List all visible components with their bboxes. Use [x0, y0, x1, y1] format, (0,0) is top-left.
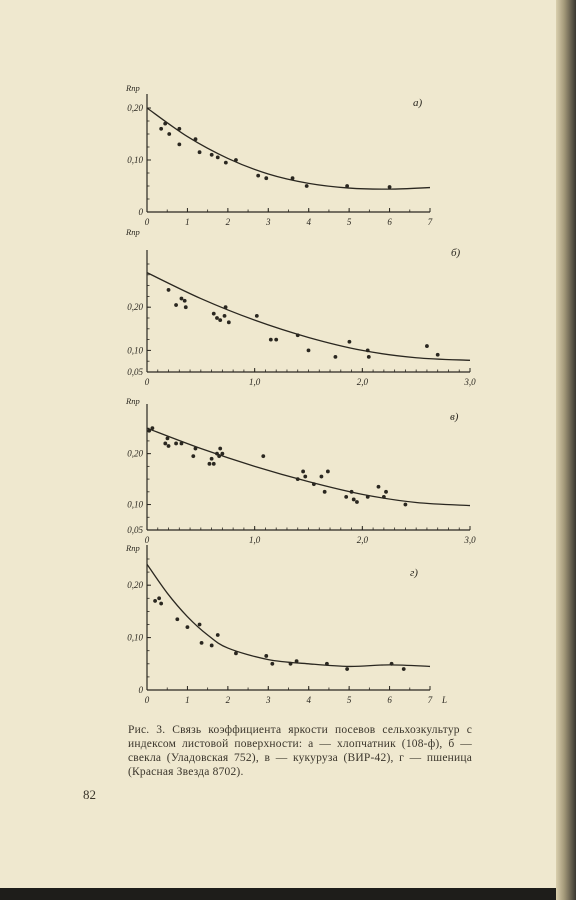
y-tick-label: 0,10 [127, 499, 143, 510]
x-tick-label: 2 [225, 217, 231, 227]
x-tick-label: 1 [185, 217, 190, 227]
x-tick-label: 0 [144, 695, 150, 705]
data-point [177, 127, 181, 131]
fit-curve [147, 428, 470, 505]
data-point [264, 176, 268, 180]
y-tick-label: 0,10 [127, 632, 143, 643]
data-point [167, 288, 171, 292]
data-point [210, 153, 214, 157]
data-point [261, 454, 265, 458]
x-tick-label: 2 [225, 695, 231, 705]
x-tick-label: 7 [427, 695, 433, 705]
data-point [425, 344, 429, 348]
data-point [180, 442, 184, 446]
x-tick-label: 2,0 [356, 535, 368, 545]
data-point [296, 333, 300, 337]
data-point [323, 490, 327, 494]
data-point [210, 644, 214, 648]
data-point [200, 641, 204, 645]
data-point [404, 503, 408, 507]
figure-caption: Рис. 3. Связь коэффициента яркости посевов сельхозкультур с индексом листовой поверхности: а — хлопчатник (108-ф), б — свекла (Уладовская 752), в — кукуруза (ВИР-42), г — пшеница (Красная Звезда 8702). [128, 724, 472, 778]
y-tick-label: 0 [138, 685, 143, 695]
panel-label: б) [451, 247, 461, 259]
data-point [234, 651, 238, 655]
data-point [344, 495, 348, 499]
data-point [159, 127, 163, 131]
data-point [212, 462, 216, 466]
data-point [436, 353, 440, 357]
data-point [291, 176, 295, 180]
chart-panel-3 [125, 396, 476, 545]
data-point [174, 303, 178, 307]
panel-label: а) [413, 97, 423, 109]
fit-curve [147, 564, 430, 666]
book-spine [556, 0, 576, 900]
data-point [301, 470, 305, 474]
data-point [224, 161, 228, 165]
data-point [256, 174, 260, 178]
data-point [289, 662, 293, 666]
data-point [366, 349, 370, 353]
data-point [186, 625, 190, 629]
data-point [177, 143, 181, 147]
data-point [210, 457, 214, 461]
data-point [147, 429, 151, 433]
chart-panel-4 [125, 543, 447, 705]
x-axis-title: L [442, 695, 448, 705]
x-tick-label: 3 [266, 695, 271, 705]
x-tick-label: 6 [387, 695, 392, 705]
data-point [269, 338, 273, 342]
data-point [184, 305, 188, 309]
x-tick-label: 3,0 [464, 535, 476, 545]
data-point [216, 633, 220, 637]
data-point [270, 662, 274, 666]
x-tick-label: 1,0 [249, 535, 261, 545]
x-tick-label: 3 [266, 217, 271, 227]
chart-panel-2 [125, 227, 476, 387]
data-point [194, 137, 198, 141]
y-tick-label: 0,10 [127, 345, 143, 356]
x-tick-label: 7 [427, 217, 433, 227]
data-point [180, 297, 184, 301]
y-tick-label: 0,20 [127, 302, 143, 313]
y-tick-label: 0,20 [127, 580, 143, 591]
data-point [296, 477, 300, 481]
data-point [175, 617, 179, 621]
data-point [227, 320, 231, 324]
data-point [183, 299, 187, 303]
panel-label: в) [450, 411, 459, 423]
data-point [224, 305, 228, 309]
data-point [194, 447, 198, 451]
data-point [216, 156, 220, 160]
data-point [208, 462, 212, 466]
x-tick-label: 3,0 [464, 377, 476, 387]
data-point [198, 150, 202, 154]
fit-curve [147, 273, 470, 361]
data-point [307, 349, 311, 353]
y-axis-title: Rпр [126, 543, 140, 553]
data-point [312, 482, 316, 486]
data-point [355, 500, 359, 504]
data-point [220, 452, 224, 456]
data-point [212, 312, 216, 316]
data-point [218, 318, 222, 322]
data-point [348, 340, 352, 344]
x-tick-label: 0 [144, 217, 150, 227]
data-point [350, 490, 354, 494]
data-point [217, 454, 221, 458]
data-point [157, 596, 161, 600]
data-point [334, 355, 338, 359]
y-axis-title: Rпр [126, 83, 140, 93]
x-tick-label: 1,0 [249, 377, 261, 387]
data-point [295, 659, 299, 663]
y-tick-label: 0,05 [127, 367, 143, 377]
data-point [326, 470, 330, 474]
data-point [388, 185, 392, 189]
data-point [303, 475, 307, 479]
y-axis-title: Rпр [126, 227, 140, 237]
data-point [174, 442, 178, 446]
data-point [167, 132, 171, 136]
data-point [150, 426, 154, 430]
x-tick-label: 1 [185, 695, 190, 705]
y-tick-label: 0,20 [127, 103, 143, 113]
data-point [218, 447, 222, 451]
data-point [255, 314, 259, 318]
data-point [153, 599, 157, 603]
panel-label: г) [410, 567, 418, 579]
page-bottom-edge [0, 888, 556, 900]
y-tick-label: 0 [138, 207, 143, 217]
data-point [159, 602, 163, 606]
data-point [366, 495, 370, 499]
data-point [390, 662, 394, 666]
data-point [367, 355, 371, 359]
x-tick-label: 0 [144, 377, 150, 387]
chart-panel-1 [125, 83, 433, 227]
data-point [234, 158, 238, 162]
data-point [215, 316, 219, 320]
y-tick-label: 0,10 [127, 155, 143, 165]
data-point [320, 475, 324, 479]
x-tick-label: 2,0 [356, 377, 368, 387]
data-point [198, 623, 202, 627]
data-point [325, 662, 329, 666]
data-point [166, 436, 170, 440]
data-point [167, 444, 171, 448]
y-tick-label: 0,05 [127, 525, 143, 535]
x-tick-label: 6 [387, 217, 392, 227]
data-point [305, 184, 309, 188]
data-point [191, 454, 195, 458]
x-tick-label: 4 [306, 217, 311, 227]
data-point [345, 667, 349, 671]
data-point [377, 485, 381, 489]
data-point [264, 654, 268, 658]
page-number: 82 [83, 787, 96, 802]
data-point [163, 122, 167, 126]
fit-curve [147, 108, 430, 189]
data-point [223, 314, 227, 318]
x-tick-label: 0 [144, 535, 150, 545]
y-tick-label: 0,20 [127, 448, 143, 459]
data-point [384, 490, 388, 494]
x-tick-label: 4 [306, 695, 311, 705]
y-axis-title: Rпр [126, 396, 140, 406]
data-point [345, 184, 349, 188]
data-point [274, 338, 278, 342]
data-point [163, 442, 167, 446]
data-point [402, 667, 406, 671]
data-point [382, 495, 386, 499]
data-point [352, 498, 356, 502]
x-tick-label: 5 [346, 217, 352, 227]
x-tick-label: 5 [346, 695, 352, 705]
